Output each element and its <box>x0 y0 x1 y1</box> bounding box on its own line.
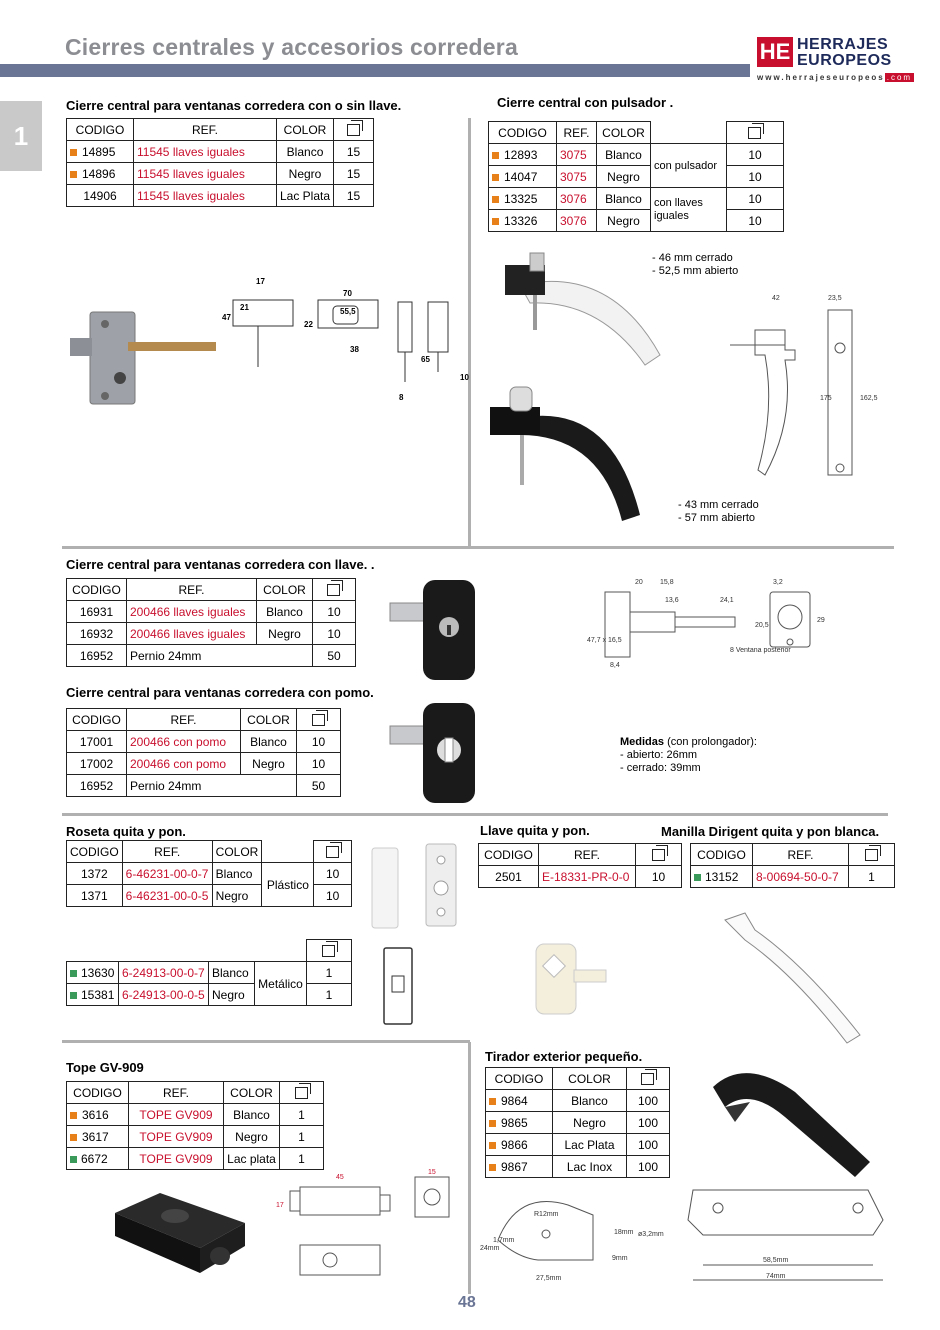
section-title: Tope GV-909 <box>66 1060 144 1075</box>
svg-text:58,5mm: 58,5mm <box>763 1257 789 1264</box>
svg-text:23,5: 23,5 <box>828 295 842 302</box>
technical-drawing <box>585 572 835 672</box>
svg-text:162,5: 162,5 <box>860 395 878 402</box>
product-table-s6: CODIGO REF. 2501 E-18331-PR-0-0 10 <box>478 843 682 888</box>
orange-marker-icon <box>489 1142 496 1149</box>
green-marker-icon <box>70 1156 77 1163</box>
table-row: 9867 Lac Inox 100 <box>486 1156 670 1178</box>
product-table-s3: CODIGO REF. COLOR 16931 200466 llaves iguales Blanco 10 16932 200466 llaves iguales Negro 10 16952 Pernio 24mm 50 <box>66 578 356 667</box>
table-row: 15381 6-24913-00-0-5 Negro 1 <box>67 984 352 1006</box>
table-row: 3616 TOPE GV909 Blanco 1 <box>67 1104 324 1126</box>
svg-text:R12mm: R12mm <box>534 1211 559 1218</box>
section-title: Cierre central para ventanas corredera con o sin llave. <box>66 98 402 113</box>
svg-text:1,7mm: 1,7mm <box>493 1237 515 1244</box>
page-number: 48 <box>458 1294 476 1311</box>
box-icon <box>310 710 328 726</box>
table-row: 14895 11545 llaves iguales Blanco 15 <box>67 141 374 163</box>
svg-text:ø3,2mm: ø3,2mm <box>638 1231 664 1238</box>
table-row: 14896 11545 llaves iguales Negro 15 <box>67 163 374 185</box>
table-row: 9866 Lac Plata 100 <box>486 1134 670 1156</box>
orange-marker-icon <box>70 149 77 156</box>
product-table-s9: CODIGO COLOR 9864 Blanco 100 9865 Negro 100 9866 Lac Plata 100 9867 Lac Inox 100 <box>485 1067 670 1178</box>
technical-drawing <box>270 1165 460 1285</box>
divider <box>62 1040 470 1043</box>
table-row: 16931 200466 llaves iguales Blanco 10 <box>67 601 356 623</box>
header-bar <box>0 64 750 77</box>
section-title: Roseta quita y pon. <box>66 824 186 839</box>
svg-text:27,5mm: 27,5mm <box>536 1275 562 1282</box>
divider <box>62 546 894 549</box>
box-icon <box>325 580 343 596</box>
table-row: 2501 E-18331-PR-0-0 10 <box>479 866 682 888</box>
section-title: Cierre central con pulsador . <box>497 95 674 110</box>
product-table-s2: CODIGO REF. COLOR 12893 3075 Blanco con pulsador 10 14047 3075 Negro 10 13325 3076 Blanco con llaves iguales 10 13326 3076 Negro 10 <box>488 121 784 232</box>
svg-text:29: 29 <box>817 617 825 624</box>
svg-text:13,6: 13,6 <box>665 597 679 604</box>
orange-marker-icon <box>70 1112 77 1119</box>
svg-text:65: 65 <box>421 355 430 364</box>
svg-text:24mm: 24mm <box>480 1245 500 1252</box>
box-icon <box>324 842 342 858</box>
box-icon <box>320 941 338 957</box>
table-row: 1372 6-46231-00-0-7 Blanco Plástico 10 <box>67 863 352 885</box>
box-icon <box>650 845 668 861</box>
svg-text:9mm: 9mm <box>612 1255 628 1262</box>
svg-text:15,8: 15,8 <box>660 579 674 586</box>
section-title: Llave quita y pon. <box>480 823 590 838</box>
brand-logo-mark: HE <box>757 37 793 67</box>
knob-lock-image <box>385 698 480 808</box>
technical-drawing <box>710 290 878 490</box>
key-lock-image <box>385 575 480 685</box>
svg-text:18mm: 18mm <box>614 1229 634 1236</box>
technical-drawing <box>218 272 468 402</box>
svg-text:47: 47 <box>222 313 231 322</box>
orange-marker-icon <box>492 218 499 225</box>
pull-handle-image <box>705 1062 875 1182</box>
svg-text:74mm: 74mm <box>766 1273 786 1280</box>
section-title: Cierre central para ventanas corredera con pomo. <box>66 685 374 700</box>
svg-text:24,1: 24,1 <box>720 597 734 604</box>
rosette-image <box>368 840 463 930</box>
svg-text:10: 10 <box>460 373 469 382</box>
svg-text:17: 17 <box>276 1202 284 1209</box>
table-row: 9865 Negro 100 <box>486 1112 670 1134</box>
svg-text:20: 20 <box>635 579 643 586</box>
technical-drawing <box>478 1180 898 1292</box>
svg-text:20,5: 20,5 <box>755 622 769 629</box>
svg-text:8,4: 8,4 <box>610 662 620 669</box>
svg-text:45: 45 <box>336 1174 344 1181</box>
green-marker-icon <box>694 874 701 881</box>
table-row: 16952 Pernio 24mm 50 <box>67 645 356 667</box>
svg-text:42: 42 <box>772 295 780 302</box>
table-row: 6672 TOPE GV909 Lac plata 1 <box>67 1148 324 1170</box>
orange-marker-icon <box>489 1098 496 1105</box>
svg-text:8: 8 <box>399 393 404 402</box>
product-table-s5: CODIGO REF. COLOR 1372 6-46231-00-0-7 Blanco Plástico 10 1371 6-46231-00-0-5 Negro 10 <box>66 840 352 907</box>
orange-marker-icon <box>492 174 499 181</box>
brand-url: www.herrajeseuropeos .com <box>757 73 913 82</box>
table-row: 16932 200466 llaves iguales Negro 10 <box>67 623 356 645</box>
box-icon <box>746 123 764 139</box>
product-table-s7: CODIGO REF. 13152 8-00694-50-0-7 1 <box>690 843 895 888</box>
table-row: 14047 3075 Negro 10 <box>489 166 784 188</box>
svg-text:47,7 x 16,5: 47,7 x 16,5 <box>587 637 622 644</box>
orange-marker-icon <box>492 152 499 159</box>
brand-logo-line1: HERRAJES <box>797 36 889 53</box>
svg-text:21: 21 <box>240 303 249 312</box>
svg-text:8 Ventana posterior: 8 Ventana posterior <box>730 647 791 654</box>
push-button-handle-image <box>490 245 670 535</box>
svg-text:55,5: 55,5 <box>340 307 356 316</box>
product-table-s8: CODIGO REF. COLOR 3616 TOPE GV909 Blanco 1 3617 TOPE GV909 Negro 1 6672 TOPE GV909 Lac plata 1 <box>66 1081 324 1170</box>
door-stop-image <box>110 1188 250 1278</box>
chapter-tab: 1 <box>0 101 42 171</box>
svg-text:175: 175 <box>820 395 832 402</box>
product-table-s4: CODIGO REF. COLOR 17001 200466 con pomo Blanco 10 17002 200466 con pomo Negro 10 16952 Pernio 24mm 50 <box>66 708 341 797</box>
orange-marker-icon <box>489 1120 496 1127</box>
central-lock-image <box>68 300 218 410</box>
svg-text:17: 17 <box>256 277 265 286</box>
orange-marker-icon <box>70 171 77 178</box>
table-row: 13152 8-00694-50-0-7 1 <box>691 866 895 888</box>
table-row: 13326 3076 Negro 10 <box>489 210 784 232</box>
table-row: 12893 3075 Blanco con pulsador 10 <box>489 144 784 166</box>
box-icon <box>863 845 881 861</box>
table-row: 14906 11545 llaves iguales Lac Plata 15 <box>67 185 374 207</box>
section-title: Manilla Dirigent quita y pon blanca. <box>661 824 880 839</box>
table-row: 3617 TOPE GV909 Negro 1 <box>67 1126 324 1148</box>
metal-rosette-image <box>378 944 418 1028</box>
svg-text:15: 15 <box>428 1169 436 1176</box>
green-marker-icon <box>70 992 77 999</box>
divider <box>62 813 888 816</box>
table-row: 17002 200466 con pomo Negro 10 <box>67 753 341 775</box>
white-handle-image <box>715 905 865 1045</box>
table-row: 9864 Blanco 100 <box>486 1090 670 1112</box>
orange-marker-icon <box>492 196 499 203</box>
product-table-s5b <box>66 939 352 1006</box>
divider <box>468 1042 471 1294</box>
svg-text:38: 38 <box>350 345 359 354</box>
box-icon <box>639 1069 657 1085</box>
table-row: 13325 3076 Blanco con llaves iguales 10 <box>489 188 784 210</box>
table-row: 1371 6-46231-00-0-5 Negro 10 <box>67 885 352 907</box>
brand-logo-line2: EUROPEOS <box>797 52 892 69</box>
table-row: 13630 6-24913-00-0-7 Blanco Metálico 1 <box>67 962 352 984</box>
table-row: 17001 200466 con pomo Blanco 10 <box>67 731 341 753</box>
svg-text:70: 70 <box>343 289 352 298</box>
section-title: Cierre central para ventanas corredera con llave. . <box>66 557 375 572</box>
removable-key-image <box>530 940 610 1020</box>
box-icon <box>345 120 363 136</box>
table-row: 16952 Pernio 24mm 50 <box>67 775 341 797</box>
divider <box>468 118 471 548</box>
orange-marker-icon <box>489 1164 496 1171</box>
green-marker-icon <box>70 970 77 977</box>
page-title: Cierres centrales y accesorios corredera <box>65 34 518 60</box>
svg-text:3,2: 3,2 <box>773 579 783 586</box>
section-title: Tirador exterior pequeño. <box>485 1049 643 1064</box>
product-table-s1: CODIGO REF. COLOR 14895 11545 llaves iguales Blanco 15 14896 11545 llaves iguales Negro 15 14906 11545 llaves iguales Lac Plata 15 <box>66 118 374 207</box>
orange-marker-icon <box>70 1134 77 1141</box>
svg-text:22: 22 <box>304 320 313 329</box>
box-icon <box>293 1083 311 1099</box>
